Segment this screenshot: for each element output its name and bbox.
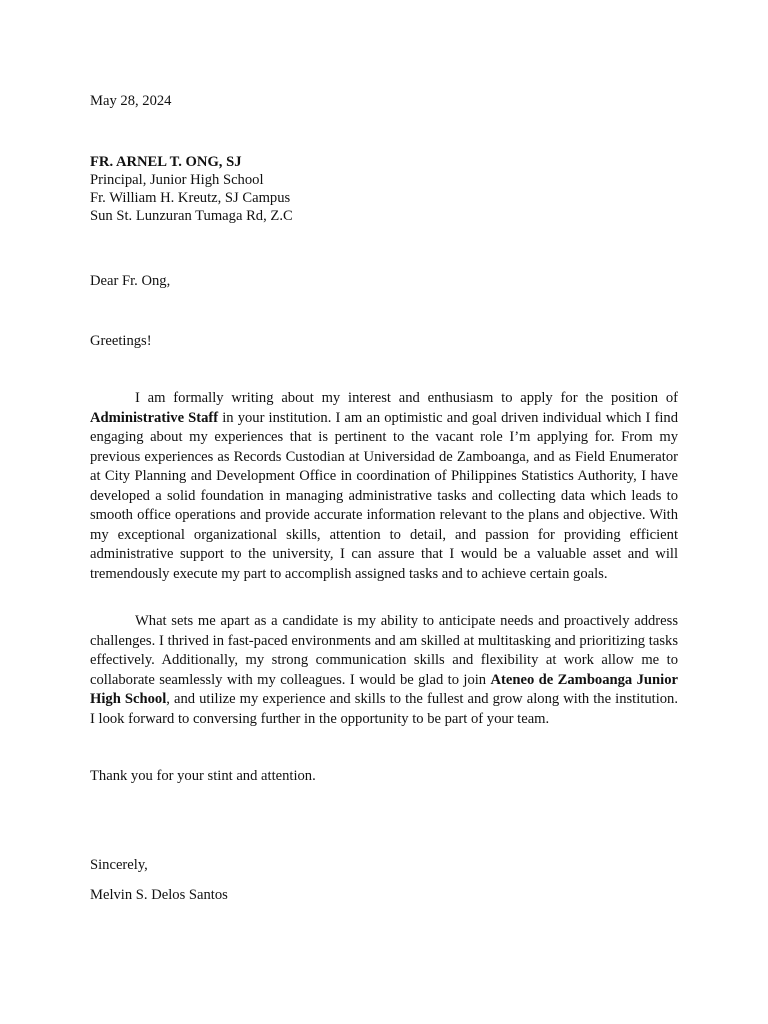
thank-you-line: Thank you for your stint and attention. (90, 768, 316, 784)
recipient-address: Sun St. Lunzuran Tumaga Rd, Z.C (90, 208, 293, 224)
school-name: Ateneo de Zamboanga Junior High School (90, 671, 678, 707)
recipient-campus: Fr. William H. Kreutz, SJ Campus (90, 190, 291, 206)
letter-date: May 28, 2024 (90, 93, 172, 109)
position-title: Administrative Staff (90, 409, 219, 426)
signature-name: Melvin S. Delos Santos (90, 887, 228, 903)
paragraph-1-lead: I am formally writing about my interest and enthusiasm to apply for the position of (135, 390, 678, 406)
closing: Sincerely, (90, 857, 148, 873)
paragraph-2-lead: What sets me apart as a candidate is my ability to anticipate needs and proactively address challenges. I thrived in fast-paced environments and am skilled at multitasking and prioritizing tasks effectively. Additionally, my strong communication skills and flexibility at work allow me to collaborate seamlessly with my colleagues. I would be glad to join (90, 613, 678, 688)
body-paragraph-1 (90, 389, 678, 584)
body-paragraph-2 (90, 612, 678, 729)
greeting: Greetings! (90, 333, 152, 349)
paragraph-1-rest: in your institution. I am an optimistic and goal driven individual which I find engaging about my experiences that is pertinent to the vacant role I’m applying for. From my previous experiences as Records Custodian at Universidad de Zamboanga, and as Field Enumerator at City Planning and Development Office in coordination of Philippines Statistics Authority, I have developed a solid foundation in managing administrative tasks and collecting data which leads to smooth office operations and provide accurate information relevant to the plans and objective. With my exceptional organizational skills, attention to detail, and passion for providing efficient administrative support to the university, I can assure that I would be a valuable asset and will tremendously execute my part to accomplish assigned tasks and to achieve certain goals. (90, 409, 678, 582)
paragraph-2-rest: , and utilize my experience and skills to the fullest and grow along with the institution. I look forward to conversing further in the opportunity to be part of your team. (90, 691, 678, 727)
recipient-title: Principal, Junior High School (90, 172, 264, 188)
salutation: Dear Fr. Ong, (90, 273, 171, 289)
recipient-name: FR. ARNEL T. ONG, SJ (90, 154, 242, 170)
